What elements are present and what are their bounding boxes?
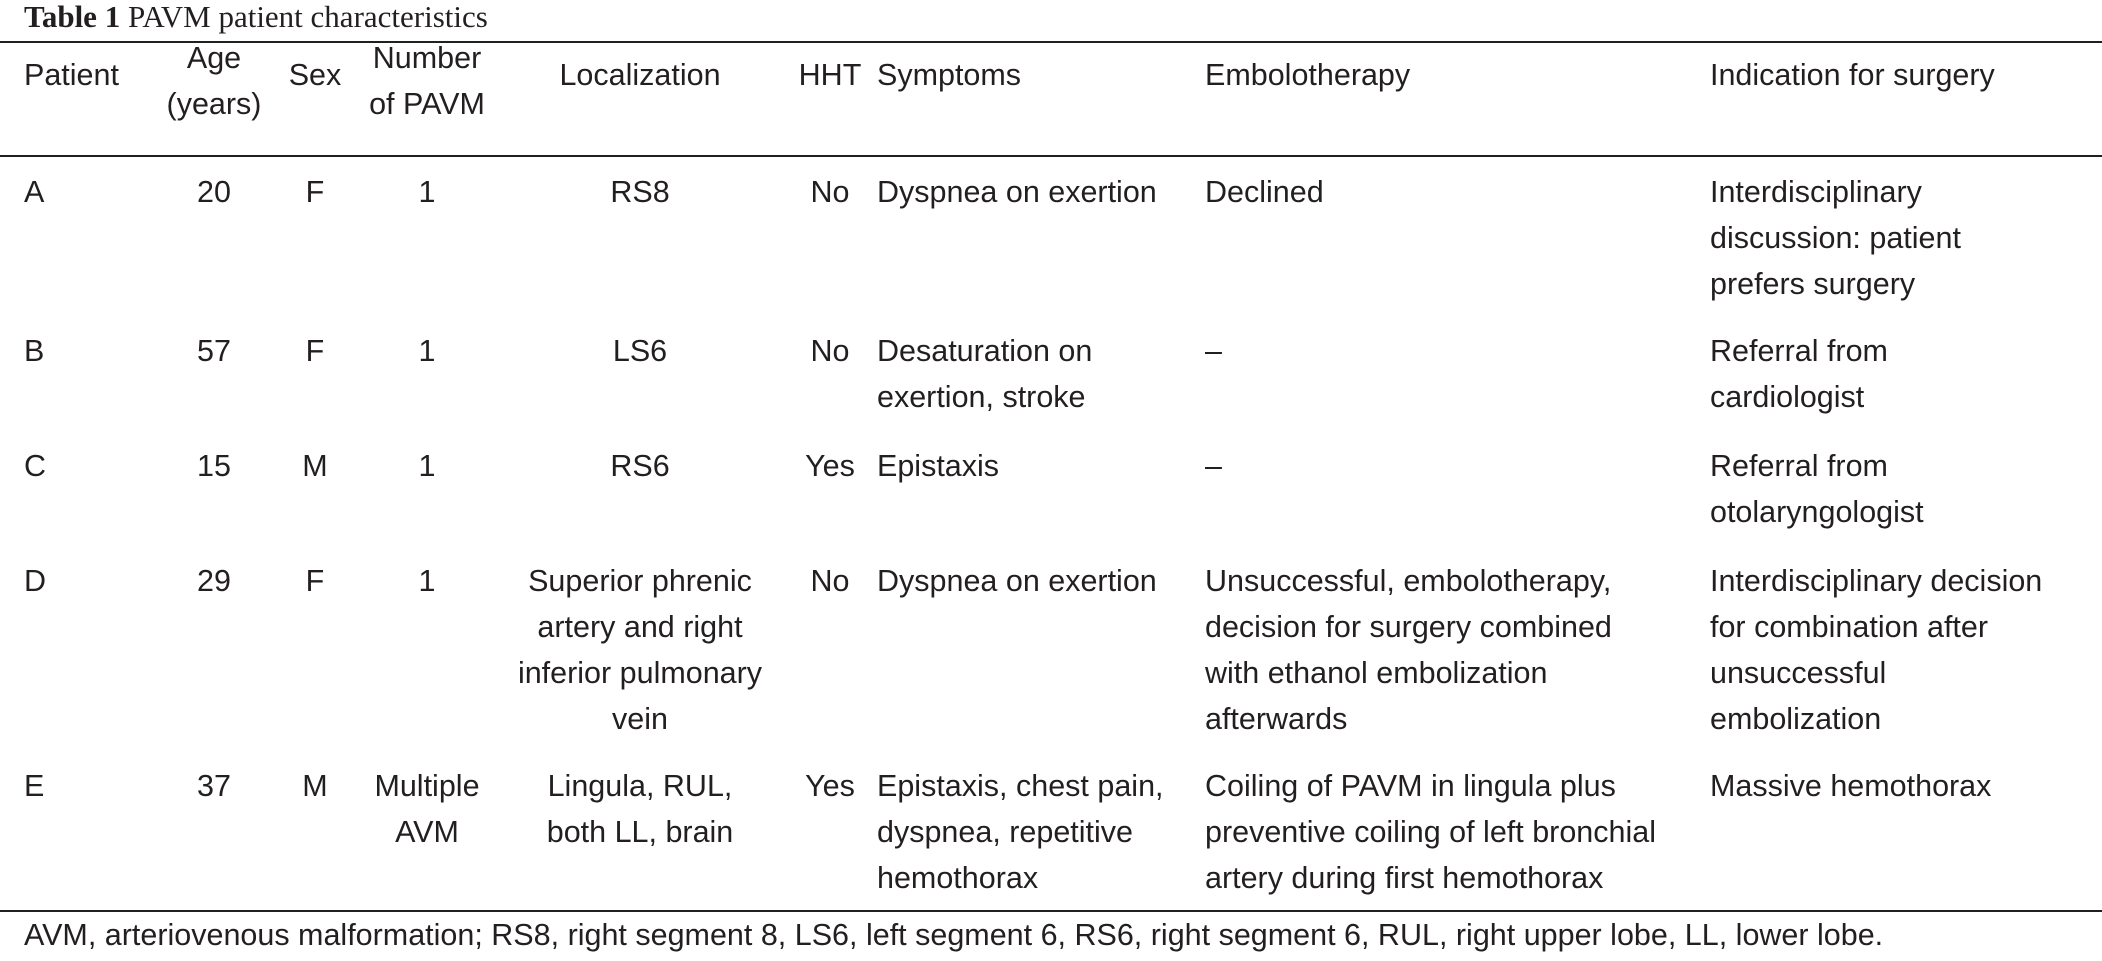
cell-indication-line: cardiologist [1710,380,1865,414]
cell-patient: E [24,769,45,803]
cell-embolotherapy-line: – [1205,449,1222,483]
header-patient: Patient [24,58,119,92]
cell-embolotherapy-line: decision for surgery combined [1205,610,1612,644]
cell-localization-line: Lingula, RUL, [547,769,733,803]
cell-embolotherapy [1205,558,1705,742]
table-top-rule [0,41,2102,43]
header-localization: Localization [559,58,721,92]
cell-indication [1710,763,2100,809]
cell-indication-line: unsuccessful [1710,656,1887,690]
cell-localization [498,558,782,742]
cell-localization-line: Superior phrenic [528,564,752,598]
cell-patient: A [24,175,45,209]
cell-localization [498,443,782,489]
cell-symptoms-line: Epistaxis, chest pain, [877,769,1164,803]
cell-embolotherapy-line: Unsuccessful, embolotherapy, [1205,564,1612,598]
cell-sex: F [305,334,325,368]
cell-sex: M [302,769,328,803]
header-hht: HHT [798,58,862,92]
cell-hht: No [810,334,850,368]
cell-indication [1710,443,2100,535]
cell-localization-line: vein [612,702,668,736]
cell-age: 29 [197,564,231,598]
cell-localization [498,763,782,855]
cell-sex: F [305,175,325,209]
cell-age: 15 [197,449,231,483]
header-indication: Indication for surgery [1710,58,1995,92]
table-header-rule [0,155,2102,157]
cell-embolotherapy-line: afterwards [1205,702,1348,736]
cell-symptoms-line: Dyspnea on exertion [877,175,1157,209]
cell-age: 20 [197,175,231,209]
header-number-line: of PAVM [369,87,485,121]
cell-indication [1710,558,2100,742]
cell-hht: Yes [805,449,855,483]
table-footnote: AVM, arteriovenous malformation; RS8, right segment 8, LS6, left segment 6, RS6, right segment 6, RUL, right upper lobe, LL, lower lobe. [24,918,1884,952]
cell-embolotherapy-line: artery during first hemothorax [1205,861,1604,895]
header-number-line: Number [372,41,482,75]
cell-indication-line: Interdisciplinary decision [1710,564,2043,598]
cell-number-line: AVM [395,815,459,849]
cell-indication-line: Interdisciplinary [1710,175,1922,209]
cell-embolotherapy-line: with ethanol embolization [1205,656,1548,690]
header-symptoms: Symptoms [877,58,1022,92]
cell-indication-line: Referral from [1710,334,1888,368]
cell-indication [1710,328,2100,420]
cell-embolotherapy [1205,328,1705,374]
cell-sex: M [302,449,328,483]
cell-number [356,443,498,489]
table-caption [24,0,488,34]
header-number [356,35,498,127]
cell-localization-line: LS6 [612,334,668,368]
header-age-line: Age [186,41,242,75]
cell-localization-line: RS8 [610,175,670,209]
cell-number [356,763,498,855]
cell-localization [498,169,782,215]
cell-symptoms-line: Epistaxis [877,449,1000,483]
cell-embolotherapy [1205,763,1705,901]
cell-embolotherapy [1205,169,1705,215]
cell-patient: D [24,564,47,598]
cell-symptoms-line: Desaturation on [877,334,1093,368]
cell-number-line: 1 [418,334,436,368]
cell-symptoms [877,558,1207,604]
cell-indication [1710,169,2100,307]
cell-embolotherapy [1205,443,1705,489]
cell-indication-line: embolization [1710,702,1882,736]
cell-age: 37 [197,769,231,803]
cell-number-line: 1 [418,564,436,598]
header-age [150,35,278,127]
cell-number [356,558,498,604]
cell-indication-line: discussion: patient [1710,221,1961,255]
cell-localization-line: artery and right [537,610,743,644]
cell-symptoms-line: hemothorax [877,861,1039,895]
cell-sex: F [305,564,325,598]
cell-embolotherapy-line: preventive coiling of left bronchial [1205,815,1656,849]
cell-embolotherapy-line: – [1205,334,1222,368]
cell-hht: No [810,175,850,209]
header-embolotherapy: Embolotherapy [1205,58,1411,92]
cell-localization [498,328,782,374]
cell-symptoms-line: dyspnea, repetitive [877,815,1134,849]
table-caption-label: Table 1 [24,0,121,34]
cell-symptoms [877,328,1207,420]
cell-embolotherapy-line: Coiling of PAVM in lingula plus [1205,769,1616,803]
cell-indication-line: Referral from [1710,449,1888,483]
cell-symptoms-line: exertion, stroke [877,380,1086,414]
cell-localization-line: both LL, brain [546,815,734,849]
cell-patient: C [24,449,47,483]
cell-symptoms [877,443,1207,489]
cell-symptoms [877,763,1207,901]
cell-symptoms-line: Dyspnea on exertion [877,564,1157,598]
cell-symptoms [877,169,1207,215]
cell-embolotherapy-line: Declined [1205,175,1324,209]
cell-number [356,169,498,215]
header-sex: Sex [288,58,342,92]
cell-localization-line: RS6 [610,449,670,483]
cell-hht: No [810,564,850,598]
cell-indication-line: Massive hemothorax [1710,769,1992,803]
table-caption-title: PAVM patient characteristics [127,0,488,34]
cell-indication-line: otolaryngologist [1710,495,1924,529]
cell-number-line: Multiple [374,769,480,803]
cell-indication-line: for combination after [1710,610,1989,644]
cell-patient: B [24,334,45,368]
cell-number-line: 1 [418,175,436,209]
cell-indication-line: prefers surgery [1710,267,1916,301]
cell-age: 57 [197,334,231,368]
header-age-line: (years) [166,87,262,121]
cell-localization-line: inferior pulmonary [517,656,763,690]
cell-number [356,328,498,374]
cell-number-line: 1 [418,449,436,483]
cell-hht: Yes [805,769,855,803]
